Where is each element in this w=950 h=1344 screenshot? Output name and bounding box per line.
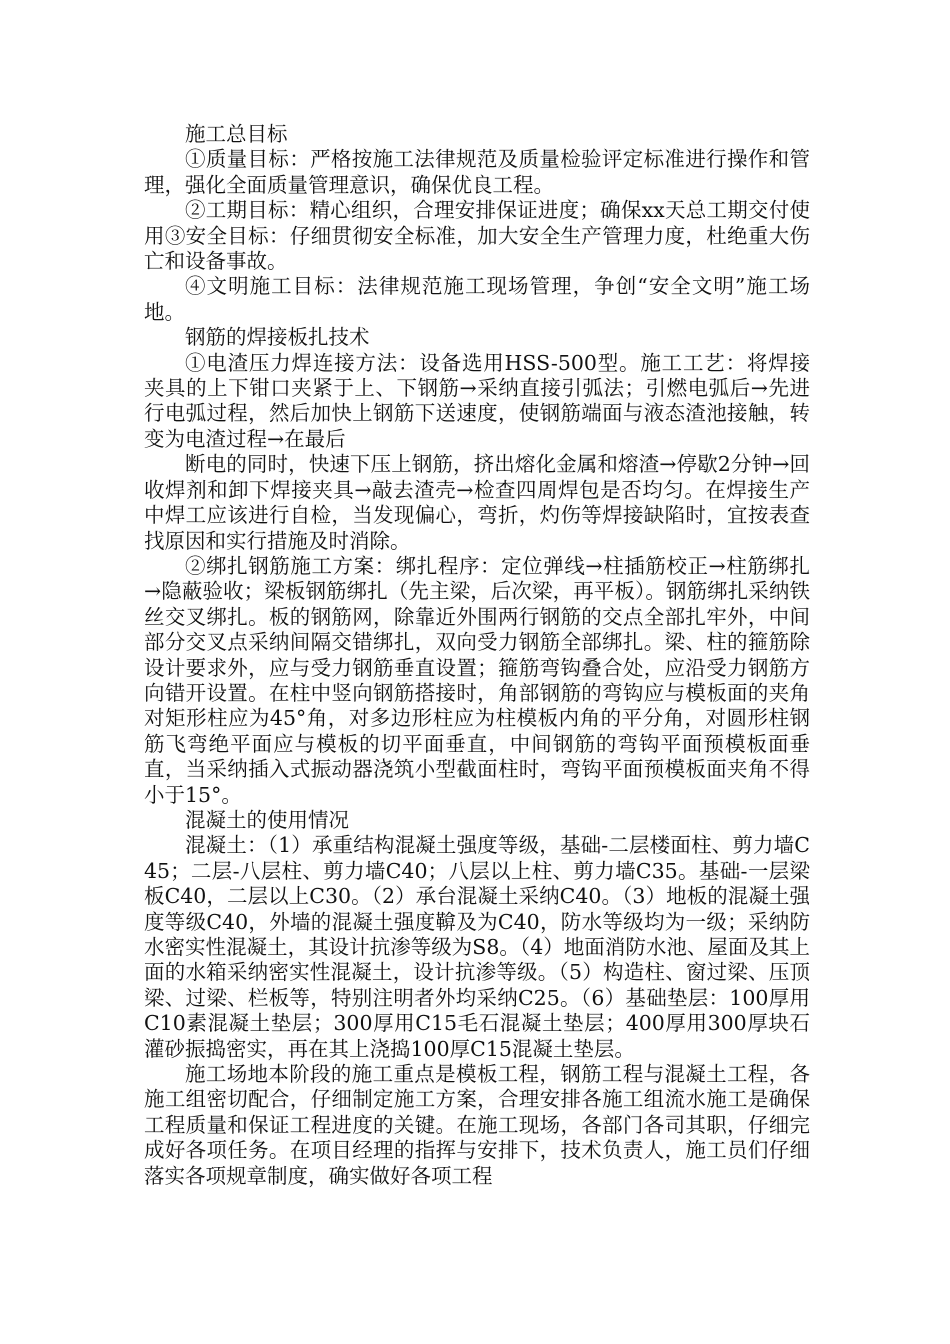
document-body [144,122,810,1189]
paragraph-electroslag-welding: ①电渣压力焊连接方法：设备选用HSS-500型。施工工艺：将焊接夹具的上下钳口夹紧于上、下钢筋→采纳直接引弧法；引燃电弧后→先进行电弧过程，然后加快上钢筋下送速度，使钢筋端面与液态渣池接触，转变为电渣过程→在最后 [144,350,810,451]
paragraph-rebar-binding: ②绑扎钢筋施工方案：绑扎程序：定位弹线→柱插筋校正→柱筋绑扎→隐蔽验收；梁板钢筋绑扎（先主梁，后次梁，再平板）。钢筋绑扎采纳铁丝交叉绑扎。板的钢筋网，除靠近外围两行钢筋的交点全部扎牢外，中间部分交叉点采纳间隔交错绑扎，双向受力钢筋全部绑扎。梁、柱的箍筋除设计要求外，应与受力钢筋垂直设置；箍筋弯钩叠合处，应沿受力钢筋方向错开设置。在柱中竖向钢筋搭接时，角部钢筋的弯钩应与模板面的夹角对矩形柱应为45°角，对多边形柱应为柱模板内角的平分角，对圆形柱钢筋飞弯绝平面应与模板的切平面垂直，中间钢筋的弯钩平面预模板面垂直，当采纳插入式振动器浇筑小型截面柱时，弯钩平面预模板面夹角不得小于15°。 [144,553,810,807]
paragraph-concrete-grades: 混凝土：（1）承重结构混凝土强度等级，基础-二层楼面柱、剪力墙C45；二层-八层柱、剪力墙C40；八层以上柱、剪力墙C35。基础-一层梁板C40，二层以上C30。（2）承台混凝土采纳C40。（3）地板的混凝土强度等级C40，外墙的混凝土强度鞥及为C40，防水等级均为一级；采纳防水密实性混凝土，其设计抗渗等级为S8。（4）地面消防水池、屋面及其上面的水箱采纳密实性混凝土，设计抗渗等级。（5）构造柱、窗过梁、压顶梁、过梁、栏板等，特别注明者外均采纳C25。（6）基础垫层：100厚用C10素混凝土垫层；300厚用C15毛石混凝土垫层；400厚用300厚块石灌砂振捣密实，再在其上浇捣100厚C15混凝土垫层。 [144,833,810,1061]
paragraph-site-focus: 施工场地本阶段的施工重点是模板工程，钢筋工程与混凝土工程，各施工组密切配合，仔细制定施工方案，合理安排各施工组流水施工是确保工程质量和保证工程进度的关键。在施工现场，各部门各司其职，仔细完成好各项任务。在项目经理的指挥与安排下，技术负责人，施工员们仔细落实各项规章制度，确实做好各项工程 [144,1062,810,1188]
paragraph-quality-goal: ①质量目标：严格按施工法律规范及质量检验评定标准进行操作和管理，强化全面质量管理意识，确保优良工程。 [144,147,810,197]
paragraph-schedule-safety-goal: ②工期目标：精心组织，合理安排保证进度；确保xx天总工期交付使用③安全目标：仔细贯彻安全标准，加大安全生产管理力度，杜绝重大伤亡和设备事故。 [144,198,810,274]
heading-rebar-welding: 钢筋的焊接板扎技术 [185,325,370,350]
paragraph-power-off-procedure: 断电的同时，快速下压上钢筋，挤出熔化金属和熔渣→停歇2分钟→回收焊剂和卸下焊接夹具→敲去渣壳→检查四周焊包是否均匀。在焊接生产中焊工应该进行自检，当发现偏心，弯折，灼伤等焊接缺陷时，宜按表查找原因和实行措施及时消除。 [144,452,810,553]
heading-construction-goals: 施工总目标 [185,122,288,146]
heading-concrete-usage: 混凝土的使用情况 [185,807,349,832]
paragraph-civilized-construction-goal: ④文明施工目标：法律规范施工现场管理，争创“安全文明”施工场地。 [144,274,810,324]
